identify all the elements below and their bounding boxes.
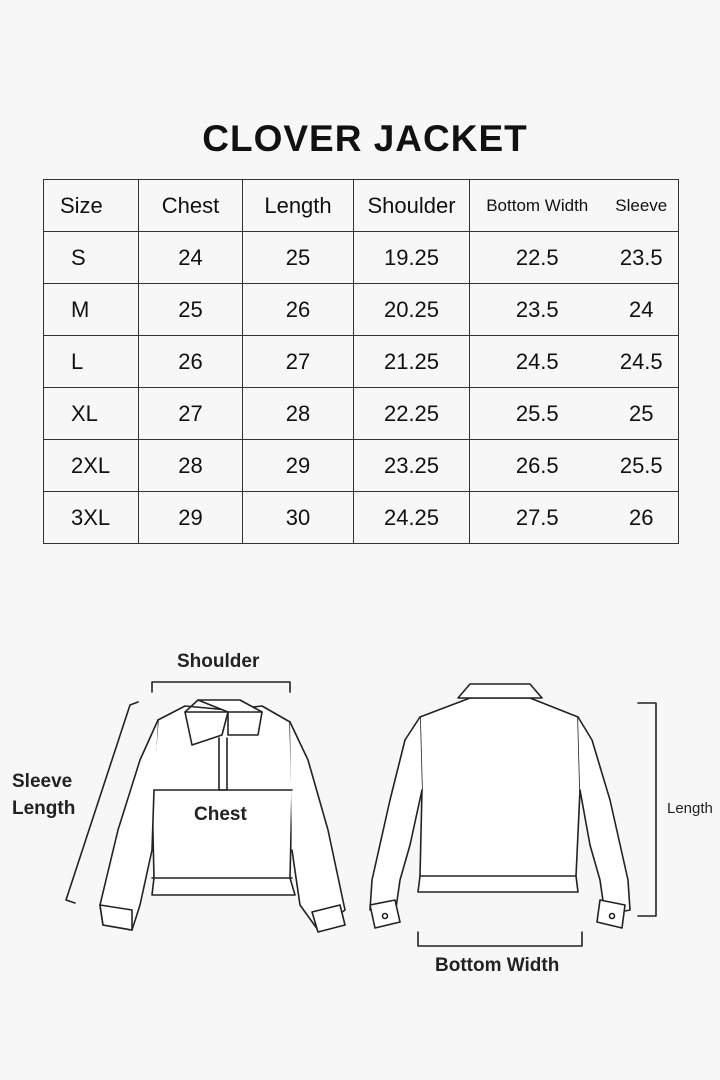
table-cell: 24 (139, 232, 243, 284)
page-title: CLOVER JACKET (202, 118, 528, 159)
table-cell: 24.25 (354, 492, 470, 544)
header-length: Length (243, 180, 354, 232)
length-label: Length (667, 800, 713, 817)
table-cell: 27.5 (470, 492, 605, 544)
header-bottom-width: Bottom Width (470, 180, 605, 232)
table-row (44, 492, 679, 544)
table-cell: 27 (243, 336, 354, 388)
chest-label: Chest (194, 804, 247, 825)
table-row (44, 232, 679, 284)
header-size: Size (44, 180, 139, 232)
table-cell: 25 (243, 232, 354, 284)
table-cell: 26.5 (470, 440, 605, 492)
table-cell: 29 (243, 440, 354, 492)
table-cell: 28 (243, 388, 354, 440)
table-cell: 3XL (44, 492, 139, 544)
table-row (44, 440, 679, 492)
table-cell: 23.5 (470, 284, 605, 336)
table-cell: S (44, 232, 139, 284)
header-shoulder: Shoulder (354, 180, 470, 232)
table-cell: 24.5 (470, 336, 605, 388)
table-cell: 25.5 (605, 440, 679, 492)
table-cell: M (44, 284, 139, 336)
sleeve-length-label-line2: Length (12, 798, 76, 819)
header-sleeve: Sleeve (605, 180, 679, 232)
table-cell: 21.25 (354, 336, 470, 388)
table-cell: 27 (139, 388, 243, 440)
bottom-width-label: Bottom Width (435, 955, 560, 976)
table-cell: 26 (139, 336, 243, 388)
table-cell: 26 (605, 492, 679, 544)
table-cell: 24.5 (605, 336, 679, 388)
jacket-measurement-diagram (0, 600, 720, 1020)
table-cell: 24 (605, 284, 679, 336)
table-row (44, 388, 679, 440)
table-cell: 25 (139, 284, 243, 336)
header-chest: Chest (139, 180, 243, 232)
table-cell: 20.25 (354, 284, 470, 336)
table-cell: 25 (605, 388, 679, 440)
size-chart-table (43, 179, 679, 544)
table-cell: L (44, 336, 139, 388)
back-jacket-drawing (370, 684, 656, 946)
table-cell: 29 (139, 492, 243, 544)
table-cell: 26 (243, 284, 354, 336)
table-cell: 2XL (44, 440, 139, 492)
table-cell: 19.25 (354, 232, 470, 284)
table-cell: 22.5 (470, 232, 605, 284)
table-cell: XL (44, 388, 139, 440)
table-cell: 23.25 (354, 440, 470, 492)
table-cell: 25.5 (470, 388, 605, 440)
table-header-row (44, 180, 679, 232)
shoulder-label: Shoulder (177, 651, 260, 672)
table-cell: 22.25 (354, 388, 470, 440)
table-row (44, 336, 679, 388)
table-cell: 23.5 (605, 232, 679, 284)
sleeve-length-label-line1: Sleeve (12, 771, 73, 792)
table-row (44, 284, 679, 336)
table-cell: 30 (243, 492, 354, 544)
table-cell: 28 (139, 440, 243, 492)
